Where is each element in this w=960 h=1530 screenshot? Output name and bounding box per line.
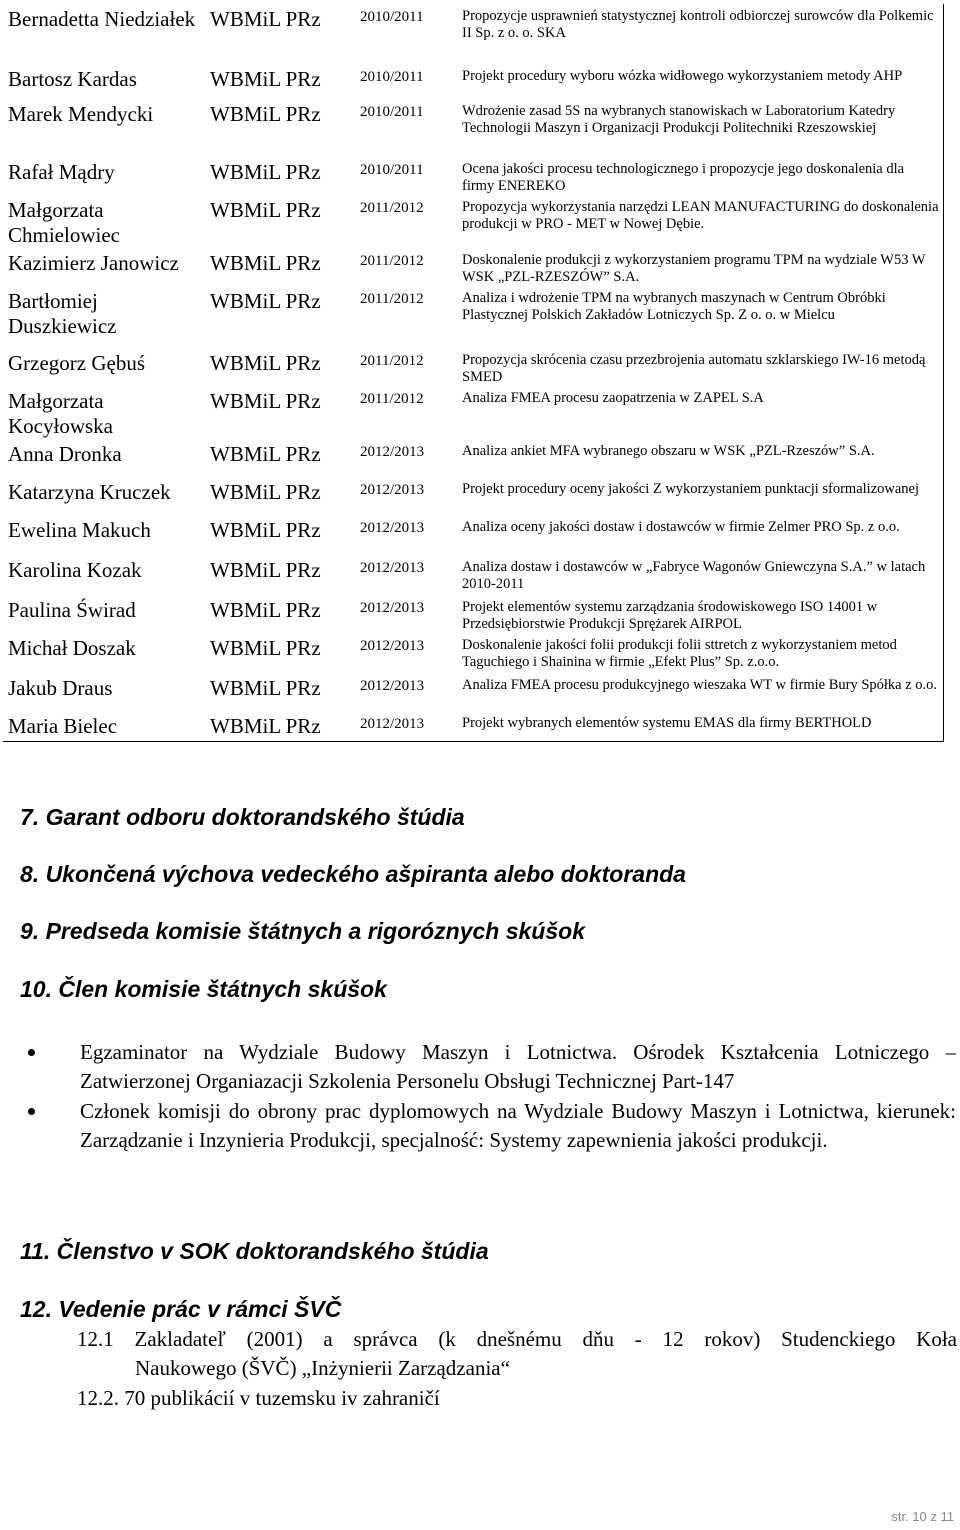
section-12-heading: 12. Vedenie prác v rámci ŠVČ xyxy=(20,1296,342,1322)
department-cell: WBMiL PRz xyxy=(210,598,321,622)
student-name-cell: Maria Bielec xyxy=(8,714,118,738)
table-row xyxy=(3,515,943,555)
table-row xyxy=(3,195,943,248)
academic-year-cell: 2010/2011 xyxy=(360,9,424,25)
academic-year-cell: 2010/2011 xyxy=(360,69,424,85)
section-10-bullets xyxy=(80,1038,956,1156)
student-name-cell: Bartosz Kardas xyxy=(8,67,137,91)
department-cell: WBMiL PRz xyxy=(210,351,321,375)
thesis-topic-cell: Analiza i wdrożenie TPM na wybranych maszynach w Centrum Obróbki Plastycznej Polskich Zakładów Lotniczych Sp. Z o. o. w Mielcu xyxy=(462,290,886,323)
thesis-topic-cell: Projekt procedury oceny jakości Z wykorzystaniem punktacji sformalizowanej xyxy=(462,481,920,497)
section-8-heading: 8. Ukončená výchova vedeckého ašpiranta alebo doktoranda xyxy=(20,861,686,887)
bullet-dot-icon xyxy=(28,1049,35,1056)
bullet-item xyxy=(80,1097,956,1155)
table-row xyxy=(3,595,943,633)
academic-year-cell: 2011/2012 xyxy=(360,291,424,307)
student-name-cell: Grzegorz Gębuś xyxy=(8,351,146,375)
student-name-cell: Paulina Świrad xyxy=(8,598,136,622)
department-cell: WBMiL PRz xyxy=(210,558,321,582)
section-10-heading: 10. Člen komisie štátnych skúšok xyxy=(20,976,387,1002)
department-cell: WBMiL PRz xyxy=(210,442,321,466)
department-cell: WBMiL PRz xyxy=(210,67,321,91)
table-row xyxy=(3,477,943,515)
academic-year-cell: 2011/2012 xyxy=(360,253,424,269)
academic-year-cell: 2011/2012 xyxy=(360,200,424,216)
academic-year-cell: 2012/2013 xyxy=(360,716,425,732)
page-number: str. 10 z 11 xyxy=(891,1509,954,1524)
student-name-cell: Rafał Mądry xyxy=(8,160,115,184)
students-table xyxy=(3,4,944,742)
student-name-cell: Karolina Kozak xyxy=(8,558,142,582)
student-name-cell: Katarzyna Kruczek xyxy=(8,480,171,504)
student-name-cell: Jakub Draus xyxy=(8,676,113,700)
department-cell: WBMiL PRz xyxy=(210,676,321,700)
table-row xyxy=(3,386,943,439)
student-name-cell: Anna Dronka xyxy=(8,442,122,466)
student-name-cell: Michał Doszak xyxy=(8,636,136,660)
academic-year-cell: 2012/2013 xyxy=(360,560,425,576)
bullet-text: Członek komisji do obrony prac dyplomowych na Wydziale Budowy Maszyn i Lotnictwa, kierunek: Zarządzanie i Inzynieria Produkcji, specjalność: Systemy zapewnienia jakości produkcji. xyxy=(80,1099,956,1152)
table-row xyxy=(3,157,943,195)
table-row xyxy=(3,555,943,595)
item-12-1-line1: 12.1 Zakladateľ (2001) a správca (k dnešnému dňu - 12 rokov) Studenckiego Koła xyxy=(77,1327,957,1351)
thesis-topic-cell: Wdrożenie zasad 5S na wybranych stanowiskach w Laboratorium Katedry Technologii Maszyn i Organizacji Produkcji Politechniki Rzeszowskiej xyxy=(462,103,896,136)
bullet-item xyxy=(80,1038,956,1096)
bullet-text: Egzaminator na Wydziale Budowy Maszyn i Lotnictwa. Ośrodek Kształcenia Lotniczego – Zatwierzonej Organiazacji Szkolenia Personelu Obsługi Technicznej Part-147 xyxy=(80,1040,956,1093)
department-cell: WBMiL PRz xyxy=(210,102,321,126)
section-9-heading: 9. Predseda komisie štátnych a rigoróznych skúšok xyxy=(20,918,585,944)
table-row xyxy=(3,439,943,477)
department-cell: WBMiL PRz xyxy=(210,480,321,504)
academic-year-cell: 2012/2013 xyxy=(360,600,425,616)
table-row xyxy=(3,248,943,286)
department-cell: WBMiL PRz xyxy=(210,160,321,184)
academic-year-cell: 2010/2011 xyxy=(360,162,424,178)
thesis-topic-cell: Doskonalenie produkcji z wykorzystaniem programu TPM na wydziale W53 W WSK „PZL-RZESZÓW” S.A. xyxy=(462,252,926,285)
table-row xyxy=(3,64,943,99)
thesis-topic-cell: Projekt elementów systemu zarządzania środowiskowego ISO 14001 w Przedsiębiorstwie Produkcji Sprężarek AIRPOL xyxy=(462,599,878,632)
section-7-heading: 7. Garant odboru doktorandského štúdia xyxy=(20,804,465,830)
table-row xyxy=(3,711,943,741)
students-table-container xyxy=(3,4,943,742)
table-row xyxy=(3,348,943,386)
students-table-body xyxy=(3,4,943,741)
academic-year-cell: 2012/2013 xyxy=(360,444,425,460)
academic-year-cell: 2012/2013 xyxy=(360,638,425,654)
thesis-topic-cell: Analiza dostaw i dostawców w „Fabryce Wagonów Gniewczyna S.A.” w latach 2010-2011 xyxy=(462,559,926,592)
student-name-cell: Małgorzata Kocyłowska xyxy=(8,389,113,438)
department-cell: WBMiL PRz xyxy=(210,389,321,413)
department-cell: WBMiL PRz xyxy=(210,518,321,542)
academic-year-cell: 2011/2012 xyxy=(360,391,424,407)
department-cell: WBMiL PRz xyxy=(210,7,321,31)
thesis-topic-cell: Projekt wybranych elementów systemu EMAS dla firmy BERTHOLD xyxy=(462,715,872,731)
student-name-cell: Małgorzata Chmielowiec xyxy=(8,198,120,247)
table-row xyxy=(3,99,943,157)
academic-year-cell: 2011/2012 xyxy=(360,353,424,369)
item-12-1-line2: Naukowego (ŠVČ) „Inżynierii Zarządzania“ xyxy=(135,1356,510,1380)
thesis-topic-cell: Propozycje usprawnień statystycznej kontroli odbiorczej surowców dla Polkemic II Sp. z o. o. SKA xyxy=(462,8,934,41)
thesis-topic-cell: Analiza oceny jakości dostaw i dostawców w firmie Zelmer PRO Sp. z o.o. xyxy=(462,519,900,535)
thesis-topic-cell: Analiza FMEA procesu produkcyjnego wieszaka WT w firmie Bury Spółka z o.o. xyxy=(462,677,938,693)
section-11-heading: 11. Členstvo v SOK doktorandského štúdia xyxy=(20,1238,489,1264)
academic-year-cell: 2012/2013 xyxy=(360,678,425,694)
thesis-topic-cell: Analiza ankiet MFA wybranego obszaru w WSK „PZL-Rzeszów” S.A. xyxy=(462,443,875,459)
table-row xyxy=(3,4,943,64)
thesis-topic-cell: Propozycja wykorzystania narzędzi LEAN MANUFACTURING do doskonalenia produkcji w PRO - MET w Nowej Dębie. xyxy=(462,199,939,232)
department-cell: WBMiL PRz xyxy=(210,289,321,313)
table-row xyxy=(3,673,943,711)
department-cell: WBMiL PRz xyxy=(210,714,321,738)
student-name-cell: Marek Mendycki xyxy=(8,102,154,126)
department-cell: WBMiL PRz xyxy=(210,198,321,222)
department-cell: WBMiL PRz xyxy=(210,251,321,275)
student-name-cell: Bartłomiej Duszkiewicz xyxy=(8,289,117,338)
student-name-cell: Kazimierz Janowicz xyxy=(8,251,179,275)
thesis-topic-cell: Propozycja skrócenia czasu przezbrojenia automatu szklarskiego IW-16 metodą SMED xyxy=(462,352,926,385)
department-cell: WBMiL PRz xyxy=(210,636,321,660)
item-12-2: 12.2. 70 publikácií v tuzemsku iv zahraničí xyxy=(77,1386,440,1410)
thesis-topic-cell: Ocena jakości procesu technologicznego i propozycje jego doskonalenia dla firmy ENEREKO xyxy=(462,161,905,194)
table-row xyxy=(3,633,943,673)
academic-year-cell: 2012/2013 xyxy=(360,482,425,498)
student-name-cell: Ewelina Makuch xyxy=(8,518,151,542)
table-row xyxy=(3,286,943,348)
thesis-topic-cell: Doskonalenie jakości folii produkcji folii sttretch z wykorzystaniem metod Taguchiego i Shainina w firmie „Efekt Plus” Sp. z.o.o. xyxy=(462,637,897,670)
academic-year-cell: 2012/2013 xyxy=(360,520,425,536)
student-name-cell: Bernadetta Niedziałek xyxy=(8,7,196,31)
thesis-topic-cell: Projekt procedury wyboru wózka widłowego wykorzystaniem metody AHP xyxy=(462,68,903,84)
academic-year-cell: 2010/2011 xyxy=(360,104,424,120)
bullet-dot-icon xyxy=(28,1108,35,1115)
thesis-topic-cell: Analiza FMEA procesu zaopatrzenia w ZAPEL S.A xyxy=(462,390,764,406)
